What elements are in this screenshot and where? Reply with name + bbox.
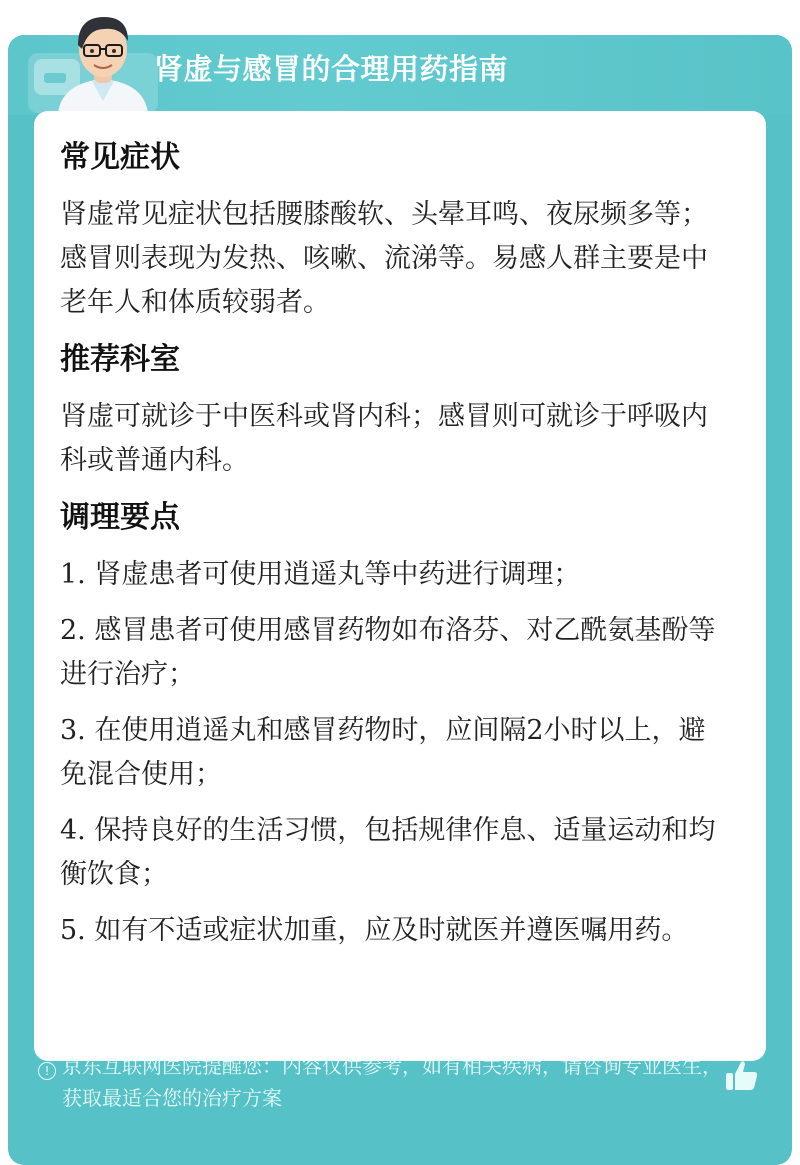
section-title: 调理要点: [60, 500, 180, 535]
header-band: [8, 35, 792, 115]
guide-card: [8, 35, 792, 1165]
section-title: 常见症状: [60, 140, 180, 175]
info-icon: !: [38, 1062, 56, 1080]
section-care: [60, 495, 730, 953]
list-item: 5. 如有不适或症状加重，应及时就医并遵医嘱用药。: [60, 915, 689, 946]
list-item: 4. 保持良好的生活习惯，包括规律作息、适量运动和均衡饮食；: [60, 815, 716, 890]
list-item: 2. 感冒患者可使用感冒药物如布洛芬、对乙酰氨基酚等进行治疗；: [60, 615, 716, 690]
section-title: 推荐科室: [60, 342, 180, 377]
section-departments: [60, 337, 730, 483]
footer: [8, 1040, 792, 1140]
section-paragraph: 肾虚可就诊于中医科或肾内科；感冒则可就诊于呼吸内科或普通内科。: [60, 401, 708, 476]
list-item: 3. 在使用逍遥丸和感冒药物时，应间隔2小时以上，避免混合使用；: [60, 715, 706, 790]
page-title: 肾虚与感冒的合理用药指南: [154, 52, 509, 86]
list-item: 1. 肾虚患者可使用逍遥丸等中药进行调理；: [60, 559, 581, 590]
content-panel: [34, 111, 766, 1061]
section-symptoms: [60, 135, 730, 325]
thumbs-up-icon[interactable]: [724, 1058, 760, 1094]
section-paragraph: 肾虚常见症状包括腰膝酸软、头晕耳鸣、夜尿频多等；感冒则表现为发热、咳嗽、流涕等。易感人群主要是中老年人和体质较弱者。: [60, 199, 708, 318]
content-body: [60, 135, 730, 965]
doctor-avatar: [48, 9, 158, 113]
footer-disclaimer: 京东互联网医院提醒您：内容仅供参考，如有相关疾病，请咨询专业医生，获取最适合您的治疗方案: [62, 1054, 722, 1110]
